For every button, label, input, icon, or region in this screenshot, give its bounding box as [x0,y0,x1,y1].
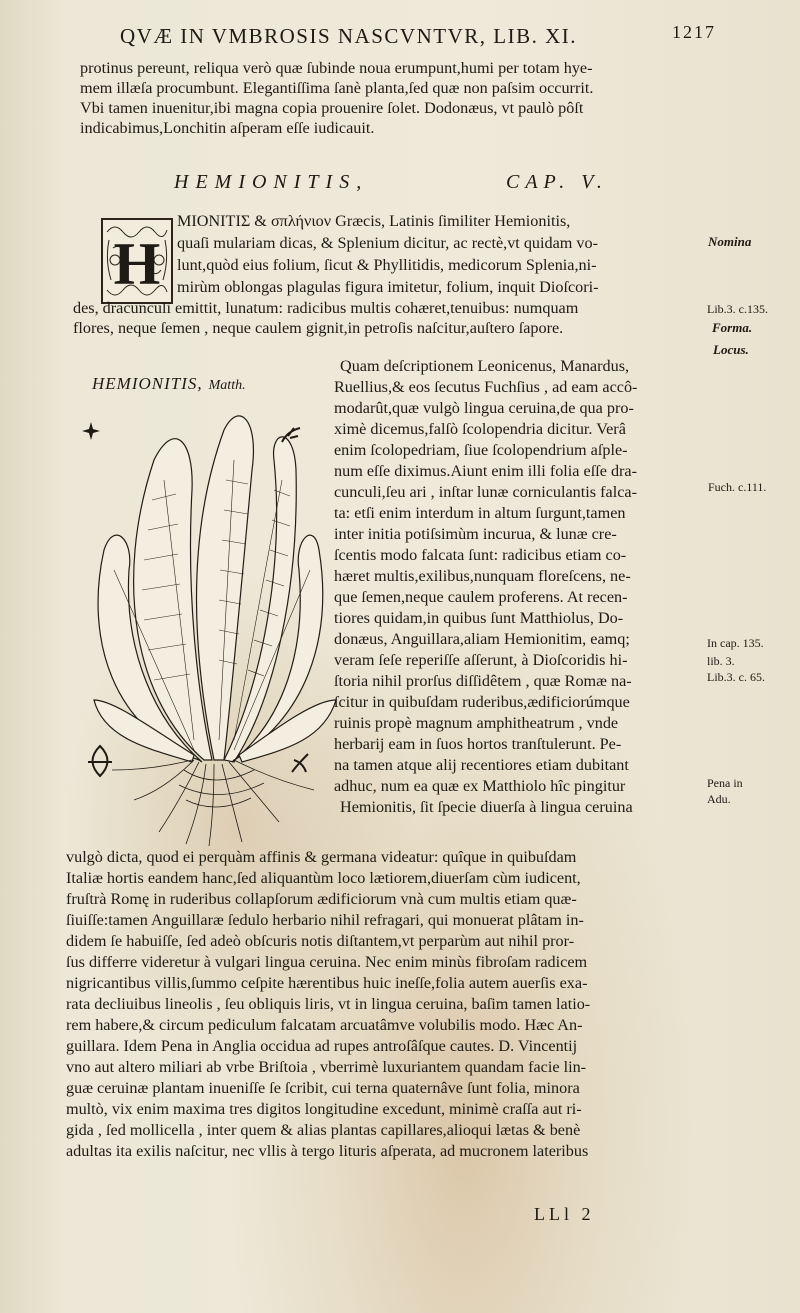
margin-note: Pena in [707,776,743,790]
text-line: didem ſe habuiſſe, ſed adeò obſcuris notis diſtantem,vt perparùm aut nihil pror- [66,932,575,950]
signature-mark: LLl 2 [534,1204,595,1224]
chapter-number: CAP. V. [506,171,608,193]
text-line: multò, vix enim maxima tres digitos longitudine excedunt, minimè craſſa aut ri- [66,1100,582,1118]
text-line: ſtoria nihil prorſus diſſidêtem , quæ Romæ na- [334,672,632,690]
text-line: ſcitur in quibuſdam ruderibus,ædificiorúmque [334,693,630,711]
decorated-initial [101,218,173,304]
figure-label [92,374,246,394]
text-line: lunt,quòd eius folium, ſicut & Phyllitidis, medicorum Splenia,ni- [177,256,597,274]
text-line: ta: etſi enim interdum in altum ſurgunt,tamen [334,504,626,522]
margin-note: Fuch. c.111. [708,480,767,494]
text-line: quaſi mulariam dicas, & Splenium dicitur, ac rectè,vt quidam vo- [177,234,599,252]
margin-note: Locus. [713,342,749,357]
margin-note: Forma. [712,320,753,335]
margin-note: Nomina [708,234,752,249]
chapter-title: HEMIONITIS, [174,171,369,193]
text-line: herbarij eam in ſuos hortos tranſtulerunt. Pe- [334,735,622,753]
text-line: adultas ita exilis naſcitur, nec vllis à tergo lituris aſperata, ad mucronem lateribus [66,1142,589,1160]
margin-note: Adu. [707,792,731,806]
text-line: Quam deſcriptionem Leonicenus, Manardus, [340,357,630,375]
text-line: fruſtrà Romę in ruderibus collapſorum ædificiorum vnà cum multis etiam quæ- [66,890,577,908]
text-line: protinus pereunt, reliqua verò quæ ſubinde noua erumpunt,humi per totam hye- [80,59,593,77]
fleuron-icon [86,744,114,778]
text-line: vulgò dicta, quod ei perquàm affinis & germana videatur: quîque in quibuſdam [66,848,577,866]
text-line: donæus, Anguillara,aliam Hemionitim, eamq; [334,630,630,648]
text-line: vno aut altero miliari ab vrbe Briſtoia , vberrimè luxuriantem quandam facie lin- [66,1058,587,1076]
text-line: cunculi,ſeu ari , inſtar lunæ corniculantis falca- [334,483,637,501]
text-line: gida , ſed mollicella , inter quem & alias plantas capillares,alioqui lætas & benè [66,1121,581,1139]
text-line: que ſemen,neque caulem proferens. At recen- [334,588,628,606]
margin-note: lib. 3. [707,654,735,668]
text-line: Ruellius,& eos ſecutus Fuchſius , ad eam accô- [334,378,638,396]
text-line: ſcentis modo falcata ſunt: radicibus etiam co- [334,546,627,564]
fleuron-icon [278,424,302,446]
text-line: num eſſe diximus.Aiunt enim illi folia eſſe dra- [334,462,638,480]
text-line: mirùm oblongas plagulas figura imitetur, folium, inquit Dioſcori- [177,278,599,296]
text-line: na tamen atque alij recentiores etiam dubitant [334,756,629,774]
text-line: adhuc, num ea quæ ex Matthiolo hîc pingitur [334,777,626,795]
margin-note: In cap. 135. [707,636,764,650]
figure-name: HEMIONITIS, [92,374,203,393]
text-line: Hemionitis, ſit ſpecie diuerſa à lingua ceruina [340,798,633,816]
text-line: MIONITIΣ & σπλήνιον Græcis, Latinis ſimiliter Hemionitis, [177,212,571,230]
text-line: modarût,quæ vulgò lingua ceruina,de qua pro- [334,399,634,417]
margin-note: Lib.3. c.135. [707,302,768,316]
page-number: 1217 [672,22,716,42]
text-line: enim ſcolopedriam, ſiue ſcolopendrium aſple- [334,441,628,459]
text-line: ſiuiſſe:tamen Anguillaræ ſedulo herbario nihil refragari, qui monuerat plâtam in- [66,911,584,929]
text-line: veram ſeſe reperiſſe aſſerunt, à Dioſcoridis hi- [334,651,628,669]
text-line: ſus differre videretur à vulgari lingua ceruina. Nec enim minùs fibroſam radicem [66,953,588,971]
text-line: Vbi tamen inuenitur,ibi magna copia prouenire ſolet. Dodonæus, vt paulò pôſt [80,99,584,117]
text-line: flores, neque ſemen , neque caulem gignit,in petroſis naſcitur,auſtero ſapore. [73,319,564,337]
running-head [120,24,760,49]
initial-letter: H [113,231,161,297]
hemionitis-woodcut-illustration [74,400,349,850]
figure-author: Matth. [208,378,246,393]
text-line: indicabimus,Lonchitin aſperam eſſe iudicauit. [80,119,375,137]
text-line: ruinis propè magnum amphitheatrum , vnde [334,714,619,732]
fleuron-icon [80,420,102,442]
text-line: nigricantibus villis,ſummo ceſpite hærentibus huic ineſſe,folia autem auerſis exa- [66,974,588,992]
running-head-title: QVÆ IN VMBROSIS NASCVNTVR, LIB. XI. [120,24,577,48]
text-line: guæ ceruinæ plantam inueniſſe ſe ſcribit, cui terna quaternâve ſunt folia, minora [66,1079,580,1097]
text-line: rata decliuibus lineolis , ſeu obliquis liris, vt in lingua ceruina, baſim tamen latio- [66,995,591,1013]
text-line: rem habere,& circum pediculum falcatam arcuatâmve volubilis modo. Hæc An- [66,1016,583,1034]
fleuron-icon [288,752,312,776]
text-line: hæret multis,exilibus,nunquam floreſcens, ne- [334,567,631,585]
text-line: guillara. Idem Pena in Anglia occidua ad rupes antroſâſque cautes. D. Vincentij [66,1037,578,1055]
margin-note: Lib.3. c. 65. [707,670,765,684]
text-line: tiores quidam,in quibus ſunt Matthiolus, Do- [334,609,624,627]
initial-ornament [103,220,171,302]
text-line: ximè dicemus,falſò ſcolopendria dicitur. Verâ [334,420,626,438]
text-line: Italiæ hortis eandem hanc,ſed aliquantùm loco lætiorem,diuerſam cùm iudicent, [66,869,581,887]
text-line: des, dracunculi emittit, lunatum: radicibus multis cohæret,tenuibus: numquam [73,299,579,317]
text-line: inter initia potiſsimùm incurua, & lunæ cre- [334,525,617,543]
text-line: mem illæſa procumbunt. Elegantiſſima ſanè planta,ſed quæ non paſsim occurrit. [80,79,594,97]
